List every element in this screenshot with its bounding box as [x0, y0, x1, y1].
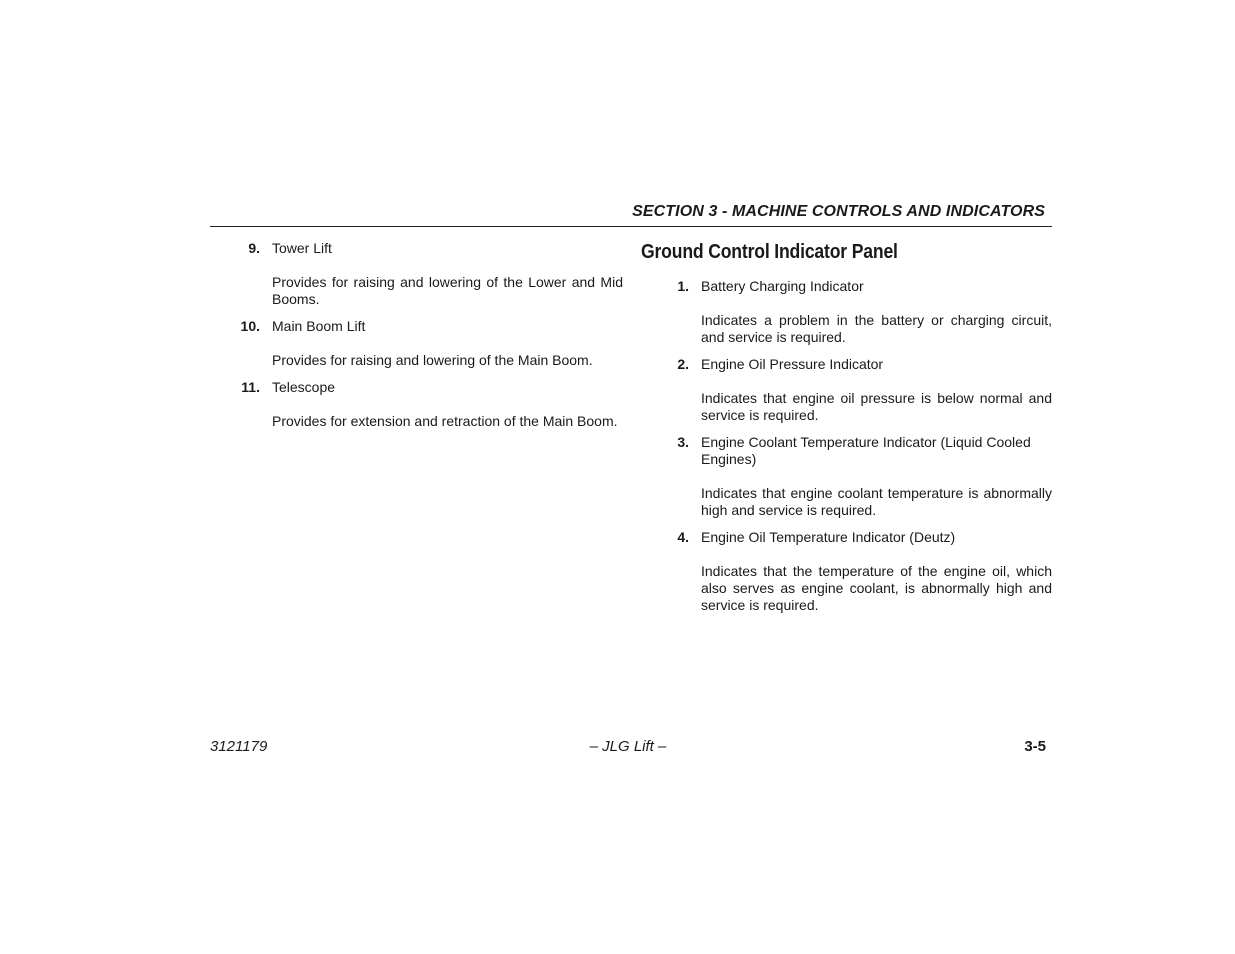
list-item — [230, 318, 623, 369]
item-number: 10. — [240, 318, 260, 334]
item-name: Main Boom Lift — [272, 318, 366, 334]
item-description: Indicates that the temperature of the engine oil, which also serves as engine coolant, is abnormally high and service is required. — [701, 563, 1052, 613]
list-item — [230, 379, 623, 430]
item-description: Provides for raising and lowering of the Main Boom. — [272, 352, 593, 368]
section-title: SECTION 3 - MACHINE CONTROLS AND INDICATORS — [632, 203, 1045, 220]
item-name: Battery Charging Indicator — [701, 278, 864, 294]
item-description: Indicates a problem in the battery or charging circuit, and service is required. — [701, 312, 1052, 345]
left-column — [230, 240, 623, 440]
item-number: 4. — [677, 529, 689, 545]
list-item — [230, 240, 623, 308]
item-description: Provides for extension and retraction of the Main Boom. — [272, 413, 618, 429]
item-number: 1. — [677, 278, 689, 294]
item-description: Indicates that engine oil pressure is below normal and service is required. — [701, 390, 1052, 423]
item-number: 2. — [677, 356, 689, 372]
list-item — [641, 278, 1052, 346]
page-number: 3-5 — [1024, 738, 1046, 755]
document-number: 3121179 — [210, 738, 268, 755]
page-header — [210, 200, 1052, 227]
footer-brand: – JLG Lift – — [589, 738, 667, 755]
item-number: 3. — [677, 434, 689, 450]
item-name: Engine Coolant Temperature Indicator (Liquid Cooled Engines) — [701, 434, 1031, 467]
item-number: 9. — [248, 240, 260, 256]
section-heading: Ground Control Indicator Panel — [641, 241, 898, 263]
item-description: Provides for raising and lowering of the Lower and Mid Booms. — [272, 274, 623, 307]
list-item — [641, 529, 1052, 614]
list-item — [641, 434, 1052, 519]
item-description: Indicates that engine coolant temperature is abnormally high and service is required. — [701, 485, 1052, 518]
item-name: Engine Oil Pressure Indicator — [701, 356, 884, 372]
item-name: Telescope — [272, 379, 336, 395]
item-name: Tower Lift — [272, 240, 332, 256]
list-item — [641, 356, 1052, 424]
item-number: 11. — [241, 379, 260, 395]
item-name: Engine Oil Temperature Indicator (Deutz) — [701, 529, 956, 545]
page-footer — [210, 738, 1046, 758]
right-column — [641, 240, 1052, 624]
